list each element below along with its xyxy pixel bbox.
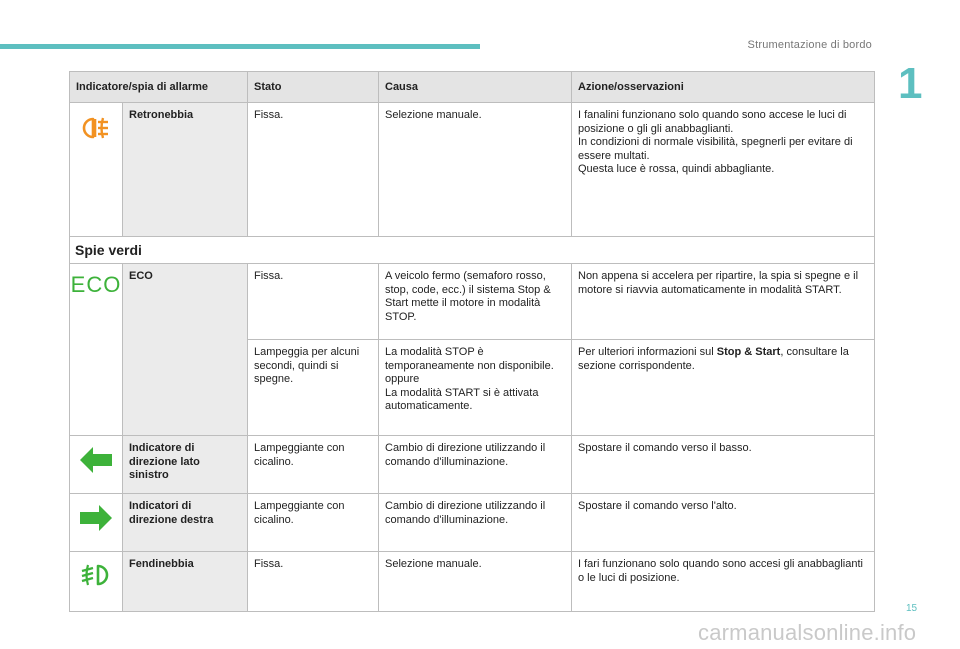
- stato-cell: Lampeggiante con cicalino.: [248, 436, 379, 494]
- table-row: [70, 494, 875, 552]
- table-row: [70, 436, 875, 494]
- stato-cell: Lampeggiante con cicalino.: [248, 494, 379, 552]
- icon-cell: [70, 552, 123, 612]
- front-fog-lamp-icon: [79, 562, 113, 588]
- page-number: 15: [906, 603, 918, 614]
- azione-text: , consultare la sezione corrispondente.: [578, 346, 849, 372]
- causa-cell: Selezione manuale.: [379, 103, 572, 237]
- warning-lights-table: [69, 71, 875, 612]
- column-header: Causa: [379, 72, 572, 103]
- watermark: carmanualsonline.info: [698, 620, 917, 645]
- indicator-name: Fendinebbia: [123, 552, 248, 612]
- header-accent-bar: [0, 44, 480, 49]
- stato-cell: Fissa.: [248, 264, 379, 340]
- stop-start-term: Stop & Start: [716, 346, 781, 358]
- causa-cell: Cambio di direzione utilizzando il comando d'illuminazione.: [379, 436, 572, 494]
- indicator-name: Retronebbia: [123, 103, 248, 237]
- column-header: Indicatore/spia di allarme: [70, 72, 248, 103]
- right-arrow-icon: [79, 504, 113, 532]
- chapter-number: 1: [898, 59, 923, 108]
- causa-cell: La modalità STOP è temporaneamente non disponibile. oppure La modalità START si è attivata automaticamente.: [379, 340, 572, 436]
- icon-cell: [70, 436, 123, 494]
- section-title: Strumentazione di bordo: [747, 39, 872, 51]
- causa-cell: A veicolo fermo (semaforo rosso, stop, code, ecc.) il sistema Stop & Start mette il motore in modalità STOP.: [379, 264, 572, 340]
- azione-text: Per ulteriori informazioni sul: [578, 346, 717, 358]
- indicator-name: ECO: [123, 264, 248, 436]
- eco-icon: ECO: [70, 272, 122, 297]
- causa-cell: Selezione manuale.: [379, 552, 572, 612]
- azione-cell: Spostare il comando verso il basso.: [572, 436, 875, 494]
- left-arrow-icon: [79, 446, 113, 474]
- azione-cell: I fari funzionano solo quando sono accesi gli anabbaglianti o le luci di posizione.: [572, 552, 875, 612]
- column-header: Azione/osservazioni: [572, 72, 875, 103]
- stato-cell: Fissa.: [248, 552, 379, 612]
- indicator-name: Indicatore di direzione lato sinistro: [123, 436, 248, 494]
- column-header: Stato: [248, 72, 379, 103]
- stato-cell: Lampeggia per alcuni secondi, quindi si spegne.: [248, 340, 379, 436]
- table-row: [70, 264, 875, 340]
- stato-cell: Fissa.: [248, 103, 379, 237]
- green-lights-heading: Spie verdi: [70, 237, 875, 264]
- azione-cell: Non appena si accelera per ripartire, la spia si spegne e il motore si riavvia automaticamente in modalità START.: [572, 264, 875, 340]
- rear-fog-lamp-icon: [79, 115, 113, 141]
- section-heading-row: [70, 237, 875, 264]
- table-row: [70, 552, 875, 612]
- icon-cell: [70, 494, 123, 552]
- icon-cell: [70, 264, 123, 436]
- icon-cell: [70, 103, 123, 237]
- azione-cell: [572, 340, 875, 436]
- causa-cell: Cambio di direzione utilizzando il comando d'illuminazione.: [379, 494, 572, 552]
- azione-cell: I fanalini funzionano solo quando sono accese le luci di posizione o gli gli anabbaglianti. In condizioni di normale visibilità, spegnerli per evitare di essere multati. Questa luce è rossa, quindi abbagliante.: [572, 103, 875, 237]
- azione-cell: Spostare il comando verso l'alto.: [572, 494, 875, 552]
- indicator-name: Indicatori di direzione destra: [123, 494, 248, 552]
- table-header-row: [70, 72, 875, 103]
- table-row: [70, 103, 875, 237]
